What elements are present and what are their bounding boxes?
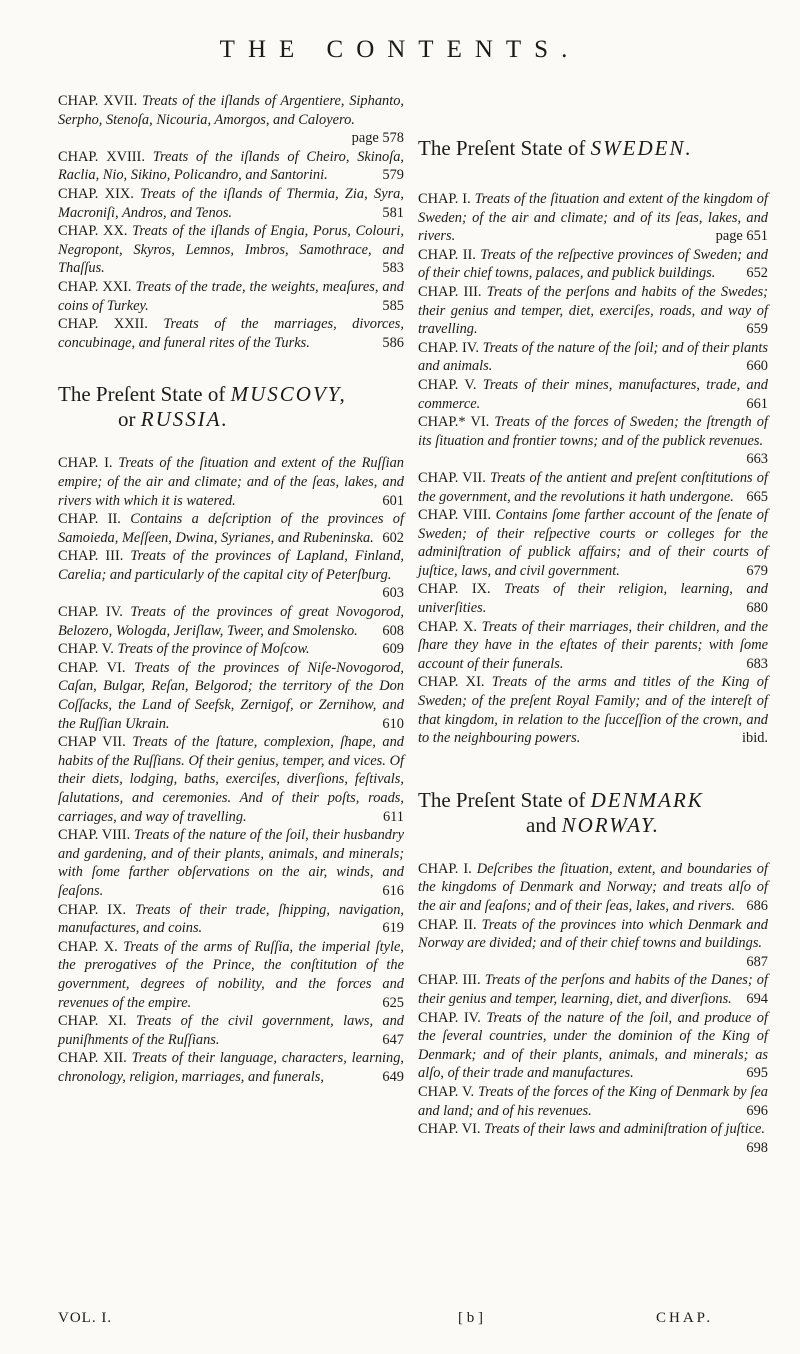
chapter-description: Treats of the ſtature, complexion, ſhape, and habits of the Ruſſians. Of their genius, temper, and vices. Of their diets, lodging, baths, exerciſes, diverſions, feſtivals, ſalutations, and ceremonies. And of their poſts, roads, carriages, and way of travelling. [58, 734, 405, 825]
chapter-number: CHAP. XI. [58, 1013, 127, 1030]
chapter-description: Treats of the nature of the ſoil, and produce of the ſeveral countries, under the dominion of the King of Denmark; and of their plants, animals, and minerals; as alſo, of their trade and manufactures. [418, 1009, 768, 1082]
chapter-description: Treats of the reſpective provinces of Sweden; and of their chief towns, palaces, and publick buildings. [418, 246, 768, 282]
section-sub-prefix: or [118, 407, 136, 432]
chapter-description: Treats of the marriages, divorces, concubinage, and funeral rites of the Turks. [58, 316, 404, 351]
section-title-nation: SWEDEN. [590, 136, 693, 160]
chapter-number: CHAP. II. [58, 511, 121, 528]
page-number: 583 [382, 260, 404, 277]
chapter-description: Treats of their trade, ſhipping, navigation, manufactures, and coins. [58, 901, 404, 937]
page-number: 694 [746, 990, 768, 1007]
contents-entry [58, 603, 404, 640]
chapter-number: CHAP. VI. [58, 659, 126, 676]
contents-entry [58, 222, 404, 278]
chapter-description: Treats of the provinces into which Denmark and Norway are divided; and of their chief towns and buildings. [418, 916, 768, 952]
chapter-description: Treats of the iſlands of Cheiro, Skinoſa, Raclia, Nio, Sikino, Policandro, and Santorini. [58, 148, 404, 184]
page-number: 608 [382, 622, 404, 639]
contents-entry [58, 733, 404, 826]
russia-section-subtitle [58, 406, 404, 432]
chapter-number: CHAP VII. [58, 734, 126, 751]
contents-entry [418, 618, 768, 674]
chapter-number: CHAP. XIX. [58, 185, 134, 202]
sweden-section-title [418, 136, 768, 160]
chapter-description: Treats of the iſlands of Engia, Porus, Colouri, Negropont, Skyros, Lemnos, Imbros, Samothrace, and Thaſſus. [58, 223, 404, 277]
chapter-number: CHAP. IV. [418, 339, 479, 356]
contents-entry [58, 278, 404, 315]
page-number: 683 [746, 655, 768, 672]
chapter-description: Treats of the nature of the ſoil, their husbandry and gardening, and of their plants, animals, and minerals; with ſome farther obſervations on the air, winds, and ſeaſons. [58, 827, 404, 899]
turkey-entries [58, 92, 404, 352]
chapter-description: Treats of the forces of Sweden; the ſtrength of its ſituation and frontier towns; and of the publick revenues. [418, 414, 768, 449]
chapter-description: Treats of the province of Moſcow. [117, 641, 310, 658]
page-number: page 578 [351, 130, 404, 147]
contents-entry [418, 283, 768, 339]
page-number: 610 [382, 715, 404, 732]
chapter-description: Treats of their laws and adminiſtration of juſtice. [484, 1121, 766, 1138]
chapter-description: Treats of the forces of the King of Denmark by ſea and land; and of his revenues. [418, 1083, 768, 1119]
denmark-section-title [418, 788, 768, 812]
chapter-number: CHAP. II. [418, 916, 477, 933]
page-number: 603 [382, 585, 404, 602]
chapter-description: Treats of the perſons and habits of the Swedes; their genius and temper, diet, exerciſes, roads, and way of travelling. [418, 283, 768, 338]
contents-entry [418, 1083, 768, 1120]
section-title-prefix: The Preſent State of [58, 382, 226, 407]
chapter-description: Contains ſome farther account of the ſenate of Sweden; of their reſpective courts or colleges for the adminiſtration of publick affairs; and of their courts of juſtice, laws, and civil government. [418, 507, 768, 579]
signature-mark: [ b ] [458, 1310, 483, 1326]
contents-entry [418, 673, 768, 747]
page-number: page 651 [715, 228, 768, 245]
page-number: 586 [382, 334, 404, 351]
contents-entry [58, 92, 404, 148]
chapter-description: Treats of the provinces of great Novogorod, Belozero, Wologda, Jeriſlaw, Tweer, and Smolensko. [58, 604, 404, 639]
chapter-number: CHAP. VIII. [418, 507, 492, 524]
section-title-nation: MUSCOVY, [230, 382, 347, 407]
page-number: ibid. [742, 730, 768, 747]
chapter-number: CHAP.* VI. [418, 414, 490, 431]
volume-number: VOL. I. [58, 1310, 113, 1326]
chapter-number: CHAP. III. [58, 548, 124, 565]
chapter-number: CHAP. VI. [418, 1121, 481, 1138]
contents-entry [418, 916, 768, 972]
contents-entry [418, 580, 768, 617]
page-number: 579 [382, 167, 404, 184]
contents-entry [418, 1009, 768, 1083]
contents-entry [58, 315, 404, 352]
chapter-number: CHAP. XXII. [58, 316, 148, 333]
contents-entry [58, 640, 404, 659]
chapter-number: CHAP. II. [418, 246, 476, 263]
page-number: 695 [746, 1065, 768, 1082]
chapter-description: Treats of their marriages, their children, and the ſhare they have in the eſtates of their parents; with ſome account of their funerals. [418, 618, 769, 672]
contents-entry [418, 376, 768, 413]
section-title-prefix: The Preſent State of [418, 787, 586, 812]
page-number: 660 [746, 358, 768, 375]
page-number: 585 [382, 297, 404, 314]
chapter-description: Treats of the iſlands of Thermia, Zia, Syra, Macroniſi, Andros, and Tenos. [58, 185, 404, 221]
chapter-number: CHAP. XX. [58, 223, 128, 240]
chapter-description: Treats of their religion, learning, and univerſities. [418, 581, 768, 617]
contents-entry [58, 901, 404, 938]
right-column [418, 136, 768, 1157]
section-title-prefix: The Preſent State of [418, 136, 586, 160]
page-number: 663 [746, 451, 768, 468]
contents-entry [58, 826, 404, 900]
chapter-number: CHAP. XVIII. [58, 148, 145, 165]
contents-entry [418, 1120, 768, 1157]
left-column [58, 92, 404, 1087]
contents-entry [418, 413, 768, 469]
chapter-description: Treats of the nature of the ſoil; and of their plants and animals. [418, 339, 768, 375]
page-number: 679 [746, 562, 768, 579]
chapter-description: Treats of the perſons and habits of the Danes; of their genius and temper, learning, diet, and diverſions. [418, 972, 768, 1007]
chapter-description: Treats of the civil government, laws, and puniſhments of the Ruſſians. [58, 1013, 404, 1048]
chapter-description: Treats of the provinces of Niſe-Novogorod, Caſan, Bulgar, Reſan, Belgorod; the territory of the Don Coſſacks, the Land of Seefsk, Zernigof, or Zernihow, and the Ruſſian Ukrain. [58, 659, 404, 732]
chapter-number: CHAP. I. [58, 455, 113, 472]
chapter-number: CHAP. I. [418, 860, 472, 877]
page-number: 625 [382, 994, 404, 1011]
catchword: CHAP. [656, 1310, 714, 1326]
chapter-number: CHAP. I. [418, 191, 471, 207]
chapter-description: Deſcribes the ſituation, extent, and boundaries of the kingdoms of Denmark and Norway; and treats alſo of the air and ſeaſons; and of their ſeas, lakes, and rivers. [418, 860, 768, 914]
chapter-number: CHAP. V. [418, 376, 477, 393]
section-sub-nation: RUSSIA. [140, 407, 229, 432]
section-sub-nation: NORWAY. [561, 812, 660, 837]
page-number: 649 [382, 1068, 404, 1085]
chapter-number: CHAP. XII. [58, 1050, 127, 1067]
page-number: 680 [746, 600, 768, 617]
chapter-number: CHAP. V. [58, 641, 114, 658]
page-number: 609 [382, 641, 404, 658]
chapter-description: Treats of their mines, manufactures, trade, and commerce. [418, 376, 768, 412]
chapter-number: CHAP. IX. [58, 901, 127, 918]
page-number: 698 [746, 1139, 768, 1156]
chapter-number: CHAP. III. [418, 972, 481, 989]
chapter-number: CHAP. III. [418, 283, 482, 300]
page-number: 619 [382, 920, 404, 937]
contents-entry [58, 938, 404, 1012]
chapter-number: CHAP. IX. [418, 581, 491, 598]
chapter-number: CHAP. VIII. [58, 827, 131, 844]
sweden-entries [418, 190, 768, 748]
contents-entry [58, 148, 404, 185]
chapter-description: Treats of the arms of Ruſſia, the imperial ſtyle, the prerogatives of the Prince, the conſtitution of the government, degrees of nobility, and the forces and revenues of the empire. [58, 938, 404, 1011]
chapter-number: CHAP. X. [418, 618, 478, 635]
contents-entry [58, 1049, 404, 1086]
contents-entry [418, 971, 768, 1008]
page-number: 665 [746, 488, 768, 505]
page-number: 647 [382, 1031, 404, 1048]
page-number: 686 [746, 898, 768, 914]
page-number: 696 [746, 1102, 768, 1119]
chapter-number: CHAP. XVII. [58, 93, 138, 109]
denmark-entries [418, 860, 768, 1158]
russia-entries [58, 454, 404, 1086]
chapter-number: CHAP. V. [418, 1083, 475, 1100]
page-number: 652 [746, 265, 768, 282]
page-number: 616 [382, 882, 404, 899]
chapter-description: Treats of their language, characters, learning, chronology, religion, marriages, and funerals, [58, 1050, 405, 1085]
denmark-section-subtitle [418, 812, 768, 838]
chapter-number: CHAP. X. [58, 938, 118, 955]
contents-entry [58, 1012, 404, 1049]
contents-entry [418, 860, 768, 916]
chapter-description: Treats of the antient and preſent conſtitutions of the government, and the revolutions it hath undergone. [418, 469, 768, 505]
contents-entry [58, 454, 404, 510]
contents-entry [58, 185, 404, 222]
section-title-nation: DENMARK [590, 787, 704, 812]
chapter-description: Treats of the trade, the weights, meaſures, and coins of Turkey. [58, 278, 404, 314]
page-number: 687 [746, 953, 768, 970]
chapter-number: CHAP. VII. [418, 469, 486, 486]
chapter-description: Treats of the arms and titles of the King of Sweden; of the preſent Royal Family; and of the intereſt of that kingdom, in relation to the ſucceſſion of the crown, and to the neighbouring powers. [418, 674, 768, 747]
contents-entry [418, 469, 768, 506]
page-number: 659 [746, 321, 768, 338]
page-number: 581 [382, 204, 404, 221]
chapter-description: Treats of the iſlands of Argentiere, Siphanto, Serpho, Stenoſa, Nicouria, Amorgos, and Caloyero. [58, 93, 405, 128]
contents-entry [418, 246, 768, 283]
contents-entry [58, 510, 404, 547]
chapter-number: CHAP. XXI. [58, 278, 132, 295]
chapter-description: Treats of the provinces of Lapland, Finland, Carelia; and particularly of the capital city of Peterſburg. [58, 548, 404, 583]
section-sub-prefix: and [526, 812, 557, 837]
chapter-number: CHAP. IV. [418, 1009, 481, 1026]
page-number: 602 [382, 529, 404, 546]
chapter-number: CHAP. IV. [58, 604, 123, 621]
chapter-description: Treats of the ſituation and extent of the Ruſſian empire; of the air and climate; and of the ſeas, lakes, and rivers with which it is watered. [58, 455, 404, 509]
contents-entry [58, 659, 404, 733]
page-number: 661 [746, 395, 768, 412]
contents-entry [418, 339, 768, 376]
chapter-description: Treats of the ſituation and extent of the kingdom of Sweden; of the air and climate; and of its ſeas, lakes, and rivers. [418, 191, 768, 245]
contents-entry [58, 547, 404, 603]
russia-section-title [58, 382, 404, 406]
chapter-description: Contains a deſcription of the provinces of Samoieda, Meſſeen, Dwina, Syrianes, and Rubeninska. [58, 511, 404, 546]
page-number: 601 [382, 492, 404, 509]
running-header: THE CONTENTS. [219, 36, 581, 63]
contents-entry [418, 190, 768, 246]
page-number: 611 [382, 808, 404, 825]
chapter-number: CHAP. XI. [418, 674, 485, 691]
contents-entry [418, 506, 768, 580]
